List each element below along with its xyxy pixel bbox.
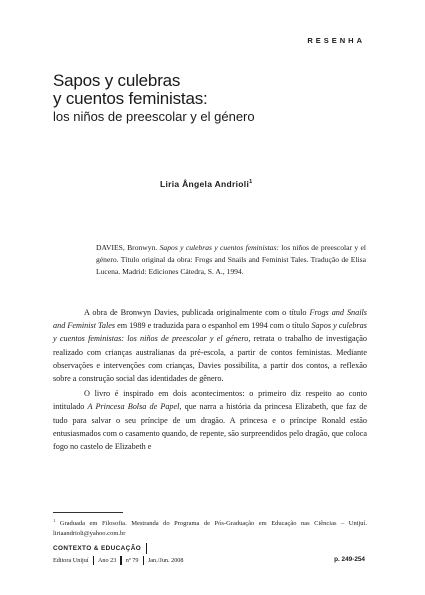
footnote (53, 516, 367, 538)
section-label: RESENHA (307, 36, 365, 45)
page-range: p. 249-254 (334, 556, 365, 563)
publisher: Editora Unijuí (53, 557, 89, 564)
footnote-divider (53, 512, 123, 513)
paragraph-1 (53, 306, 367, 385)
year: Ano 23 (97, 557, 117, 564)
reference-part-1: DAVIES, Bronwyn. (96, 243, 160, 252)
bibliographic-reference (96, 242, 366, 279)
paragraph-1-a: A obra de Bronwyn Davies, publicada originalmente com o título (84, 308, 310, 317)
author-name-text: Liria Ângela Andrioli (160, 179, 250, 189)
paragraph-2-b: que narra a história da princesa Elizabeth, que faz de tudo para salvar o seu príncipe de um dragão. A princesa e o príncipe Ronald estão entusiasmados com o casamento quando, de repente, são surpreendidos pelo dragão, que coloca fogo no castelo de Elizabeth e (53, 402, 368, 452)
paragraph-1-italic-1: Frogs and Snails and Feminist Tales (53, 308, 367, 331)
reference-part-2: los niños de preescolar y el género. Título original da obra: Frogs and Snails and Feminist Tales. Tradução de Elisa Lucena. Madrid: Ediciones Cátedra, S. A., 1994. (96, 243, 366, 277)
journal-name: CONTEXTO & EDUCAÇÃO (53, 545, 142, 552)
author-footnote-mark: 1 (249, 179, 253, 186)
meta-separator (143, 556, 144, 565)
footnote-text: Graduada em Filosofia. Mestranda do Programa de Pós-Graduação em Educação nas Ciências – Unijuí. liriaandrioli@yahoo.com.br (53, 520, 367, 537)
title-line-1: Sapos y culebras (53, 71, 181, 90)
paragraph-2-italic-1: A Princesa Bolsa de Papel, (87, 402, 182, 412)
paragraph-1-italic-2: Sapos y culebras y cuentos feministas: los niños de preescolar y el género, (53, 321, 367, 344)
paragraph-1-b: em 1989 e traduzida para o espanhol em 1994 com o título (115, 321, 312, 331)
title-line-2: y cuentos feministas: (53, 89, 208, 108)
review-subtitle: los niños de preescolar y el género (53, 109, 255, 124)
paragraph-2 (53, 387, 367, 453)
meta-separator (93, 556, 94, 565)
author-name (160, 179, 252, 189)
issue: nº 79 (125, 557, 139, 564)
review-body (53, 306, 367, 453)
journal-divider (146, 543, 147, 554)
publication-meta (53, 556, 183, 565)
meta-separator (120, 556, 121, 565)
reference-book-title: Sapos y culebras y cuentos feministas: (159, 243, 279, 252)
period: Jan./Jun. 2008 (147, 557, 184, 564)
review-title (53, 72, 208, 108)
paragraph-1-c: retrata o trabalho de investigação realizado com crianças australianas da pré-escola, a partir de contos feministas. Mediante observações e intervenções com crianças, Davies possibilita, a partir dos contos, a reflexão sobre a construção social das identidades de gênero. (53, 334, 367, 384)
paragraph-2-a: O livro é inspirado em dois acontecimentos: o primeiro diz respeito ao conto intitulado (53, 389, 367, 412)
footnote-mark: 1 (53, 518, 56, 523)
